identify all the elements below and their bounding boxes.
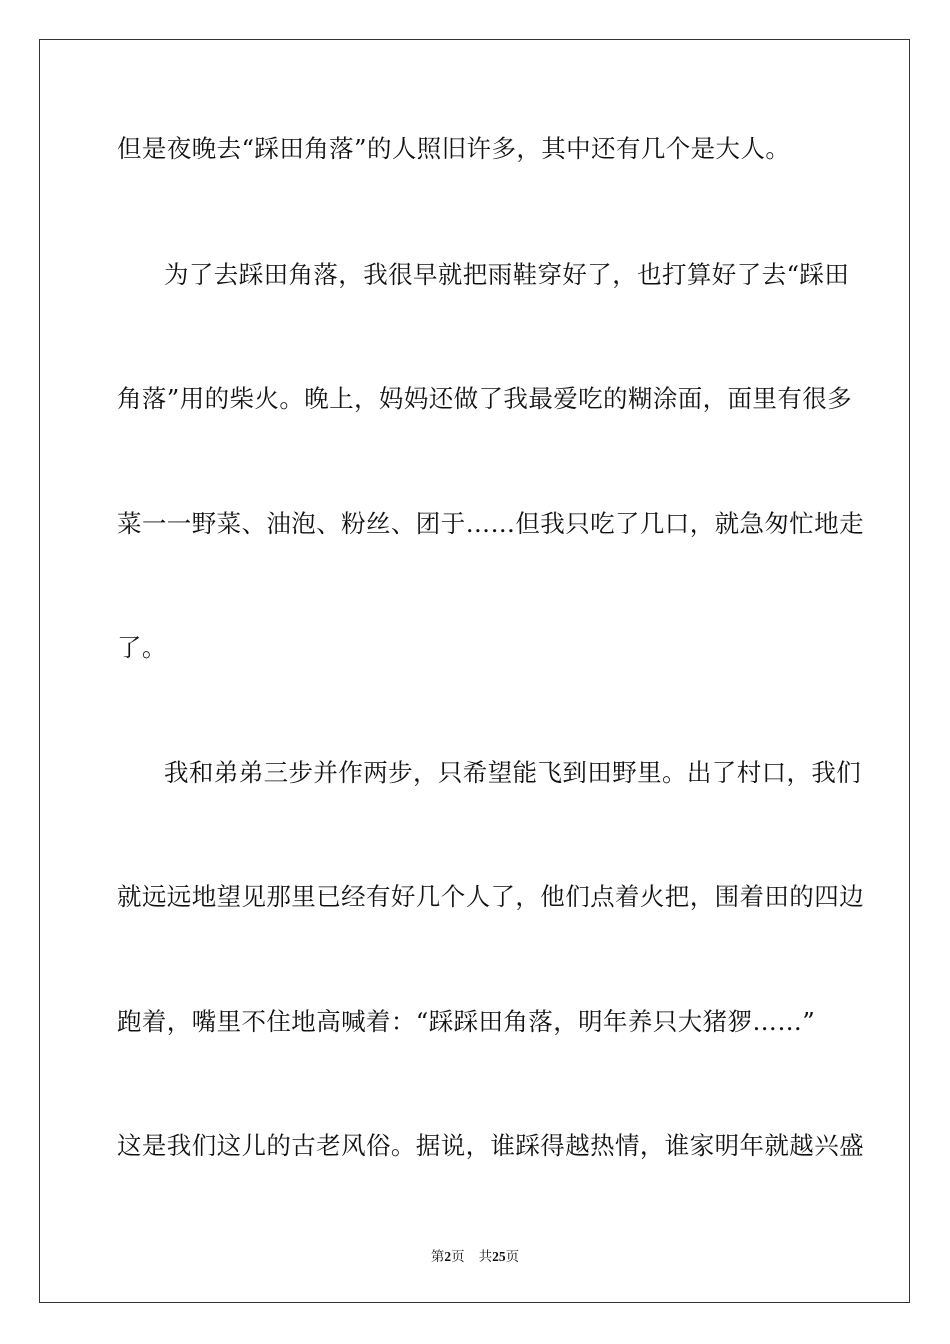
- total-pages-number: 25: [492, 1249, 506, 1264]
- page-border: [39, 39, 910, 1303]
- text-line-9: 这是我们这儿的古老风俗。据说，谁踩得越热情，谁家明年就越兴盛: [117, 1131, 864, 1160]
- text-line-2: 为了去踩田角落，我很早就把雨鞋穿好了，也打算好了去“踩田: [164, 260, 850, 289]
- page-footer: [0, 1248, 950, 1266]
- text-line-7: 就远远地望见那里已经有好几个人了，他们点着火把，围着田的四边: [117, 882, 864, 911]
- text-line-8: 跑着，嘴里不住地高喊着：“踩踩田角落，明年养只大猪猡……”: [117, 1007, 816, 1036]
- text-line-6: 我和弟弟三步并作两步，只希望能飞到田野里。出了村口，我们: [164, 758, 862, 787]
- total-prefix: 共: [478, 1249, 493, 1265]
- text-line-5: 了。: [117, 633, 167, 662]
- text-line-4: 菜一一野菜、油泡、粉丝、团于……但我只吃了几口，就急匆忙地走: [117, 509, 864, 538]
- page-suffix: 页: [451, 1249, 465, 1265]
- current-page-number: 2: [444, 1249, 452, 1264]
- text-line-3: 角落”用的柴火。晚上，妈妈还做了我最爱吃的糊涂面，面里有很多: [117, 384, 853, 413]
- page-prefix: 第: [430, 1249, 445, 1265]
- text-line-1: 但是夜晚去“踩田角落”的人照旧许多，其中还有几个是大人。: [117, 134, 791, 163]
- total-suffix: 页: [505, 1249, 520, 1265]
